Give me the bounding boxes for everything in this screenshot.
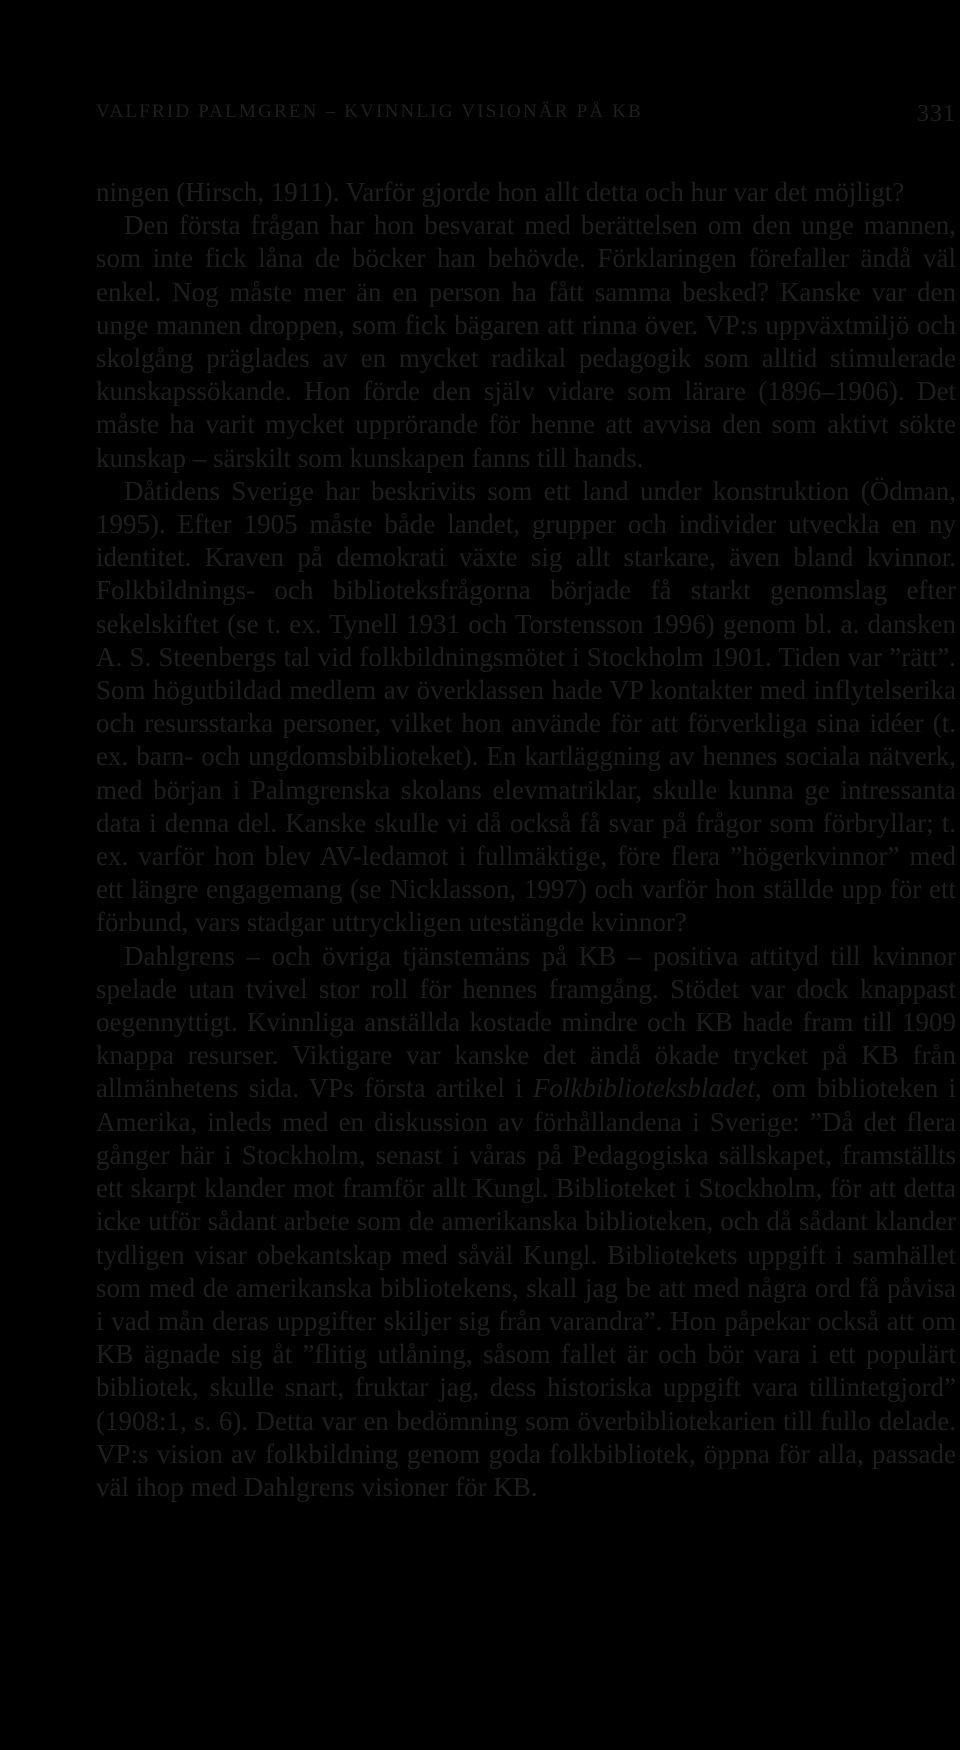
running-title: VALFRID PALMGREN – KVINNLIG VISIONÄR PÅ KB — [96, 101, 644, 122]
paragraph-text: Dahlgrens – och övriga tjänstemäns på KB – positiva attityd till kvinnor spelade utan tvivel stor roll för hennes framgång. Stödet var dock knappast oegennyttigt. Kvinnliga anställda kostade mindre och KB hade fram till 1909 knappa resurser. Viktigare var kanske det ändå ökade trycket på KB från allmänhetens sida. VPs första artikel i — [96, 940, 956, 1104]
journal-title: Folkbiblioteksbladet — [532, 1073, 755, 1104]
paragraph — [96, 940, 956, 1504]
running-header — [96, 101, 956, 131]
paragraph: Den första frågan har hon besvarat med berättelsen om den unge mannen, som inte fick låna de böcker han behövde. Förklaringen förefaller ändå väl enkel. Nog måste mer än en person ha fått samma besked? Kanske var den unge mannen droppen, som fick bägaren att rinna över. VP:s uppväxtmiljö och skolgång präglades av en mycket radikal pedagogik som alltid stimulerade kunskapssökande. Hon förde den själv vidare som lärare (1896–1906). Det måste ha varit mycket upprörande för henne att avvisa den som aktivt sökte kunskap – särskilt som kunskapen fanns till hands. — [96, 210, 956, 473]
body-text — [96, 176, 956, 1504]
paragraph: Dåtidens Sverige har beskrivits som ett land under konstruktion (Ödman, 1995). Efter 1905 måste både landet, grupper och individer utveckla en ny identitet. Kraven på demokrati växte sig allt starkare, även bland kvinnor. Folkbildnings- och biblioteksfrågorna började få starkt genomslag efter sekelskiftet (se t. ex. Tynell 1931 och Torstensson 1996) genom bl. a. dansken A. S. Steenbergs tal vid folkbildningsmötet i Stockholm 1901. Tiden var ”rätt”. Som högutbildad medlem av överklassen hade VP kontakter med inflytelserika och resursstarka personer, vilket hon använde för att förverkliga sina idéer (t. ex. barn- och ungdomsbiblioteket). En kartläggning av hennes sociala nätverk, med början i Palmgrenska skolans elevmatriklar, skulle kunna ge intressanta data i denna del. Kanske skulle vi då också få svar på frågor som förbryllar; t. ex. varför hon blev AV-ledamot i fullmäktige, före flera ”högerkvinnor” med ett längre engagemang (se Nicklasson, 1997) och varför hon ställde upp för ett förbund, vars stadgar uttryckligen utestängde kvinnor? — [96, 475, 956, 938]
page-number: 331 — [917, 101, 956, 127]
paragraph: ningen (Hirsch, 1911). Varför gjorde hon allt detta och hur var det möjligt? — [96, 177, 905, 207]
paragraph-text: , om biblioteken i Amerika, inleds med en diskussion av förhållandena i Sverige: ”Då det flera gånger här i Stockholm, senast i våras på Pedagogiska sällskapet, framställts ett skarpt klander mot framför allt Kungl. Biblioteket i Stockholm, för att detta icke utför sådant arbete som de amerikanska biblioteken, och då sådant klander tydligen visar obekantskap med såväl Kungl. Bibliotekets uppgift i samhället som med de amerikanska bibliotekens, skall jag be att med några ord få påvisa i vad mån deras uppgifter skiljer sig från varandra”. Hon påpekar också att om KB ägnade sig åt ”flitig utlåning, såsom fallet är och bör vara i ett populärt bibliotek, skulle snart, fruktar jag, dess historiska uppgift vara tillintetgjord” (1908:1, s. 6). Detta var en bedömning som överbibliotekarien till fullo delade. VP:s vision av folkbildning genom goda folkbibliotek, öppna för alla, passade väl ihop med Dahlgrens visioner för KB. — [96, 1073, 956, 1502]
